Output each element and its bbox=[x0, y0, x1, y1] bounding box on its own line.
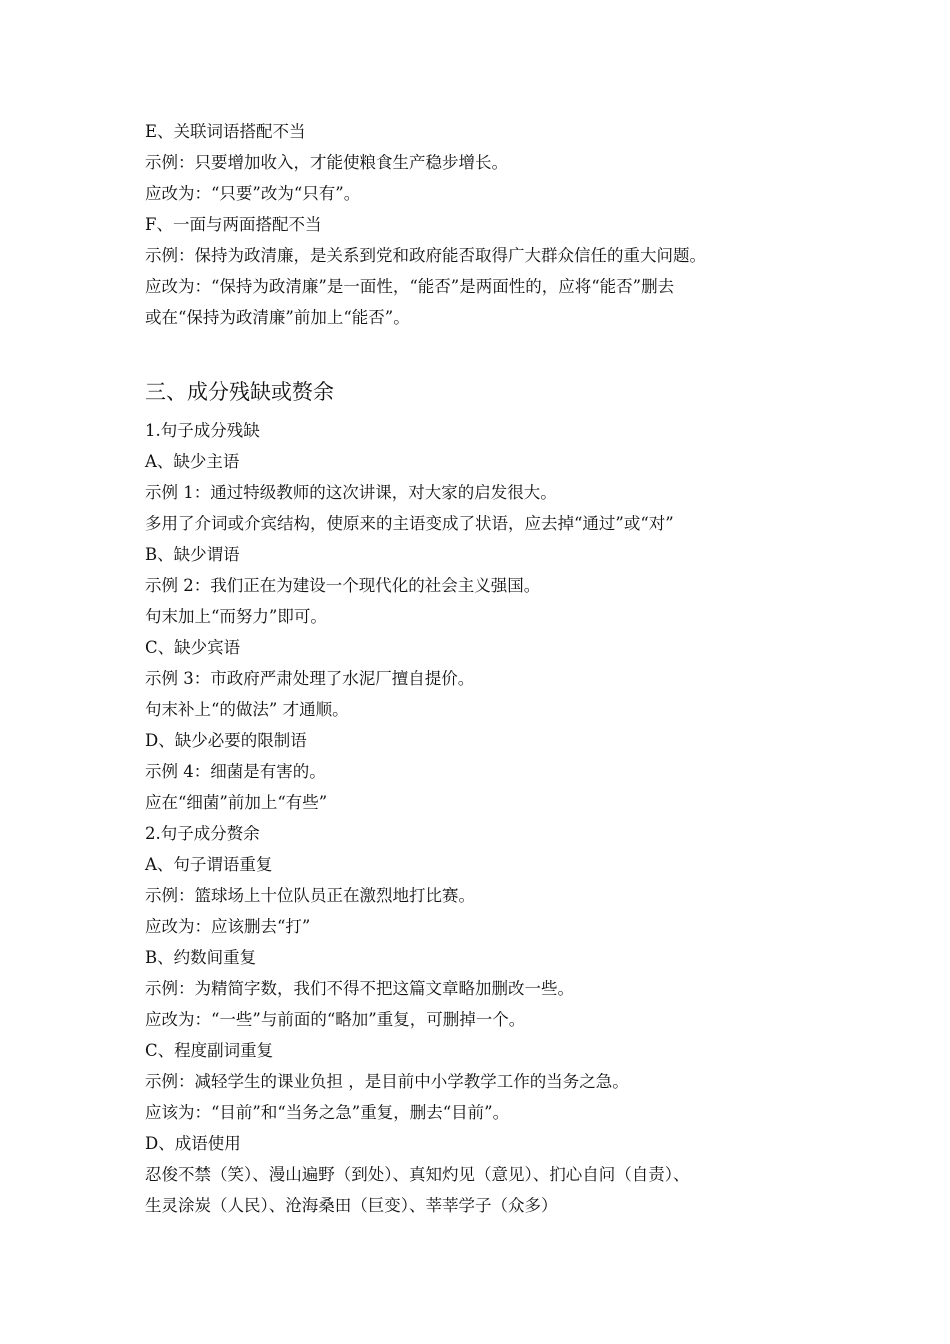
item-c-title: C、缺少宾语 bbox=[145, 638, 241, 657]
item-a-title: A、句子谓语重复 bbox=[145, 855, 273, 874]
item-b-title: B、约数间重复 bbox=[145, 948, 257, 967]
subheading-incomplete: 1.句子成分残缺 bbox=[145, 421, 260, 440]
example-line: 示例 3：市政府严肃处理了水泥厂擅自提价。 bbox=[145, 669, 475, 688]
explanation-line: 句末补上“的做法” 才通顺。 bbox=[145, 700, 349, 719]
section-three-body bbox=[145, 415, 825, 1221]
subheading-redundant: 2.句子成分赘余 bbox=[145, 824, 260, 843]
item-a-title: A、缺少主语 bbox=[145, 452, 240, 471]
subsection-f-title: F、一面与两面搭配不当 bbox=[145, 215, 322, 234]
explanation-line: 应在“细菌”前加上“有些” bbox=[145, 793, 328, 812]
item-c-title: C、程度副词重复 bbox=[145, 1041, 274, 1060]
example-line: 示例：减轻学生的课业负担 ，是目前中小学教学工作的当务之急。 bbox=[145, 1072, 629, 1091]
correction-line-continued: 或在“保持为政清廉”前加上“能否”。 bbox=[145, 308, 410, 327]
correction-line: 应改为：应该删去“打” bbox=[145, 917, 311, 936]
example-line: 示例：为精简字数，我们不得不把这篇文章略加删改一些。 bbox=[145, 979, 574, 998]
example-line: 示例 1：通过特级教师的这次讲课，对大家的启发很大。 bbox=[145, 483, 557, 502]
correction-line: 应改为：“保持为政清廉”是一面性，“能否”是两面性的，应将“能否”删去 bbox=[145, 277, 675, 296]
section-three-heading: 三、成分残缺或赘余 bbox=[145, 380, 334, 404]
correction-line: 应改为：“只要”改为“只有”。 bbox=[145, 184, 361, 203]
example-line: 示例：保持为政清廉，是关系到党和政府能否取得广大群众信任的重大问题。 bbox=[145, 246, 706, 265]
section-e-f bbox=[145, 116, 825, 333]
document-body bbox=[145, 116, 825, 1221]
example-line: 示例 4：细菌是有害的。 bbox=[145, 762, 326, 781]
example-line: 示例：篮球场上十位队员正在激烈地打比赛。 bbox=[145, 886, 475, 905]
explanation-line: 句末加上“而努力”即可。 bbox=[145, 607, 327, 626]
item-b-title: B、缺少谓语 bbox=[145, 545, 240, 564]
example-line: 示例：只要增加收入，才能使粮食生产稳步增长。 bbox=[145, 153, 508, 172]
correction-line: 应该为：“目前”和“当务之急”重复，删去“目前”。 bbox=[145, 1103, 510, 1122]
item-d-title: D、成语使用 bbox=[145, 1134, 241, 1153]
idiom-list-line: 忍俊不禁（笑）、漫山遍野（到处）、真知灼见（意见）、扪心自问（自责）、 bbox=[145, 1165, 690, 1184]
subsection-e-title: E、关联词语搭配不当 bbox=[145, 122, 306, 141]
idiom-list-line: 生灵涂炭（人民）、沧海桑田（巨变）、莘莘学子（众多） bbox=[145, 1196, 558, 1215]
correction-line: 应改为：“一些”与前面的“略加”重复，可删掉一个。 bbox=[145, 1010, 526, 1029]
example-line: 示例 2：我们正在为建设一个现代化的社会主义强国。 bbox=[145, 576, 541, 595]
item-d-title: D、缺少必要的限制语 bbox=[145, 731, 307, 750]
explanation-line: 多用了介词或介宾结构，使原来的主语变成了状语，应去掉“通过”或“对” bbox=[145, 514, 674, 533]
